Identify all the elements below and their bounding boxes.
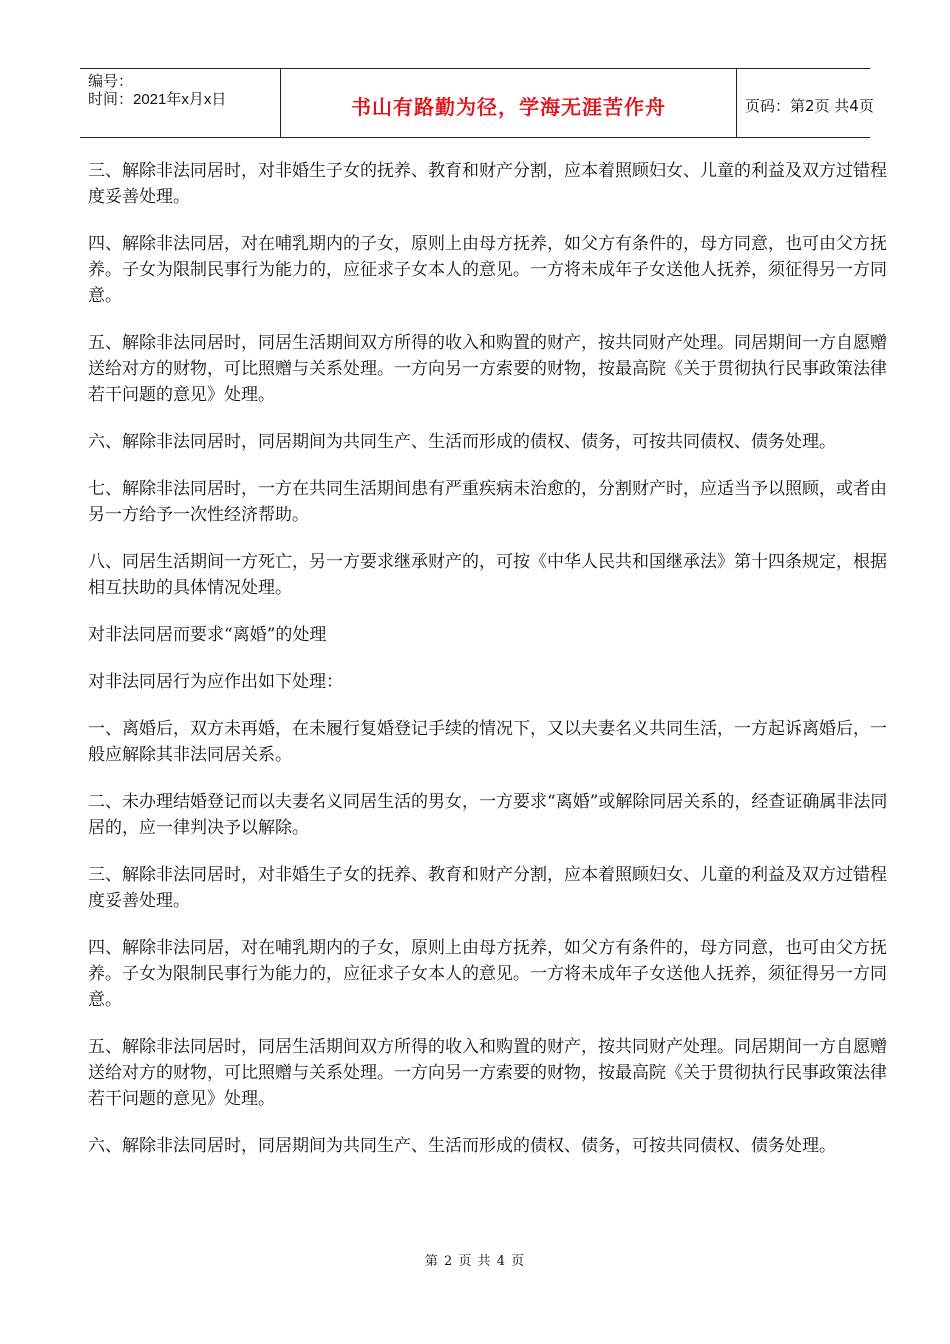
paragraph: 三、解除非法同居时，对非婚生子女的抚养、教育和财产分割，应本着照顾妇女、儿童的利益及双方过错程度妥善处理。 bbox=[88, 865, 887, 911]
header-motto-cell bbox=[280, 69, 737, 137]
paragraph: 五、解除非法同居时，同居生活期间双方所得的收入和购置的财产，按共同财产处理。同居期间一方自愿赠送给对方的财物，可比照赠与关系处理。一方向另一方索要的财物，按最高院《关于贯彻执行民事政策法律若干问题的意见》处理。 bbox=[88, 333, 887, 405]
header-page-number: 页码：第2页 共4页 bbox=[745, 97, 874, 115]
document-body bbox=[88, 158, 888, 1180]
paragraph: 二、未办理结婚登记而以夫妻名义同居生活的男女，一方要求“离婚”或解除同居关系的，经查证确属非法同居的，应一律判决予以解除。 bbox=[88, 792, 888, 838]
paragraph: 六、解除非法同居时，同居期间为共同生产、生活而形成的债权、债务，可按共同债权、债务处理。 bbox=[88, 1136, 836, 1156]
document-number-label: 编号： bbox=[88, 73, 134, 90]
paragraph: 四、解除非法同居，对在哺乳期内的子女，原则上由母方抚养，如父方有条件的，母方同意，也可由父方抚养。子女为限制民事行为能力的，应征求子女本人的意见。一方将未成年子女送他人抚养，须征得另一方同意。 bbox=[88, 938, 887, 1010]
header-meta bbox=[80, 69, 280, 137]
section-heading: 对非法同居而要求“离婚”的处理 bbox=[88, 625, 327, 645]
paragraph: 五、解除非法同居时，同居生活期间双方所得的收入和购置的财产，按共同财产处理。同居期间一方自愿赠送给对方的财物，可比照赠与关系处理。一方向另一方索要的财物，按最高院《关于贯彻执行民事政策法律若干问题的意见》处理。 bbox=[88, 1037, 887, 1109]
paragraph: 四、解除非法同居，对在哺乳期内的子女，原则上由母方抚养，如父方有条件的，母方同意，也可由父方抚养。子女为限制民事行为能力的，应征求子女本人的意见。一方将未成年子女送他人抚养，须征得另一方同意。 bbox=[88, 234, 887, 306]
paragraph: 三、解除非法同居时，对非婚生子女的抚养、教育和财产分割，应本着照顾妇女、儿童的利益及双方过错程度妥善处理。 bbox=[88, 161, 887, 207]
paragraph: 六、解除非法同居时，同居期间为共同生产、生活而形成的债权、债务，可按共同债权、债务处理。 bbox=[88, 432, 836, 452]
paragraph: 对非法同居行为应作出如下处理： bbox=[88, 672, 343, 692]
paragraph: 七、解除非法同居时，一方在共同生活期间患有严重疾病未治愈的，分割财产时，应适当予以照顾，或者由另一方给予一次性经济帮助。 bbox=[88, 479, 887, 525]
document-date-label: 时间：2021年x月x日 bbox=[88, 91, 227, 108]
header-page-cell bbox=[735, 69, 874, 137]
document-header bbox=[80, 68, 874, 138]
header-motto: 书山有路勤为径，学海无涯苦作舟 bbox=[351, 95, 666, 119]
paragraph: 八、同居生活期间一方死亡，另一方要求继承财产的，可按《中华人民共和国继承法》第十四条规定，根据相互扶助的具体情况处理。 bbox=[88, 552, 887, 598]
page-footer: 第 2 页 共 4 页 bbox=[424, 1254, 526, 1269]
paragraph: 一、离婚后，双方未再婚，在未履行复婚登记手续的情况下，又以夫妻名义共同生活，一方起诉离婚后，一般应解除其非法同居关系。 bbox=[88, 719, 887, 765]
